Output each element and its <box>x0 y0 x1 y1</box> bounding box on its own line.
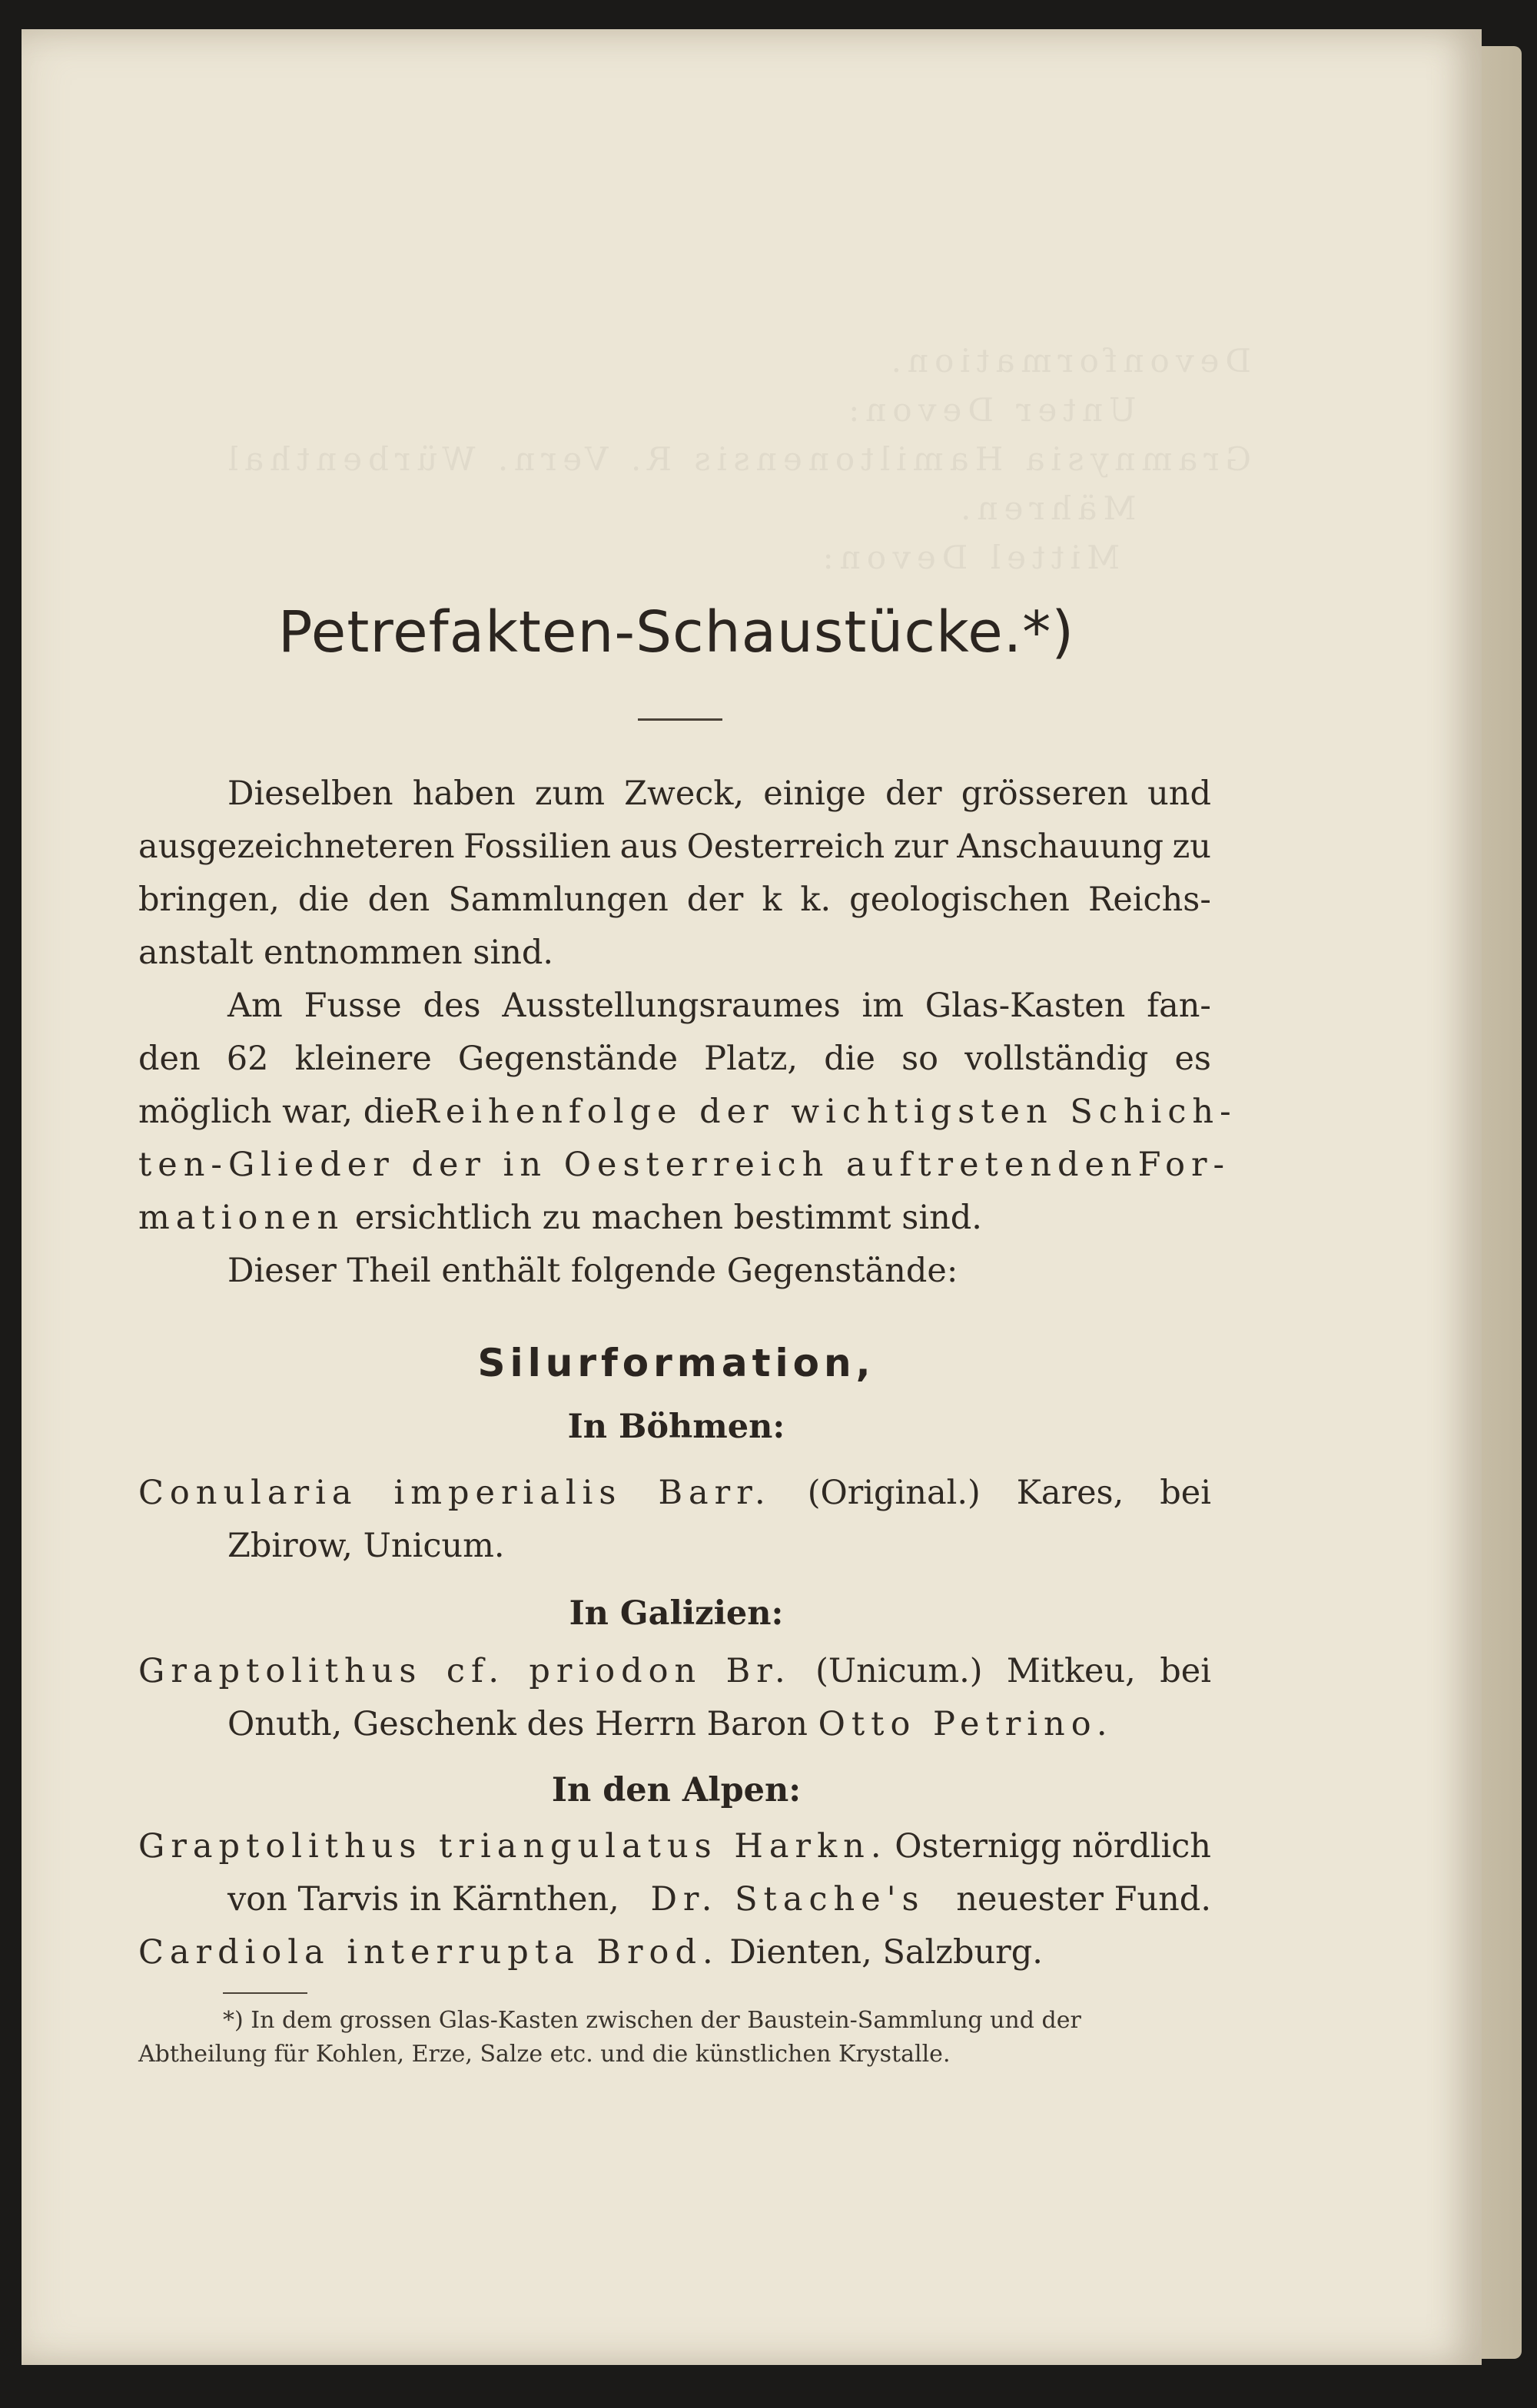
page-title: Petrefakten-Schaustücke.*) <box>277 599 1075 665</box>
entry2-line2: Onuth, Geschenk des Herrn Baron Otto Petrino. <box>227 1705 1114 1743</box>
footnote-line1: *) In dem grossen Glas-Kasten zwischen der Baustein-Sammlung und der <box>223 2007 1081 2034</box>
entry3-line3: Cardiola interrupta Brod. Dienten, Salzburg. <box>138 1933 1043 1972</box>
entry3-line1: Graptolithus triangulatus Harkn. Osternigg nördlich <box>138 1827 1211 1866</box>
section-heading: Silurformation, <box>477 1341 875 1385</box>
entry1-line1: Conularia imperialis Barr. (Original.) Kares, bei <box>138 1474 1211 1512</box>
subheading-alpen: In den Alpen: <box>551 1771 802 1809</box>
title-rule <box>638 718 722 721</box>
para2-line4: ten-Glieder der in Oesterreich auftretenden For- <box>138 1146 1231 1184</box>
para1-line2: ausgezeichneteren Fossilien aus Oesterreich zur Anschauung zu <box>138 828 1211 866</box>
footnote-rule <box>223 1992 307 1994</box>
para2-line2: den 62 kleinere Gegenstände Platz, die so vollständig es <box>138 1040 1211 1078</box>
entry2-line1: Graptolithus cf. priodon Br. (Unicum.) Mitkeu, bei <box>138 1652 1211 1690</box>
subheading-boehmen: In Böhmen: <box>567 1408 785 1446</box>
bleed-through-text: Devonformation. Unter Devon: Gramnysia Hamiltonensis R. Vern. Würbenthal Mähren. Mittel Devon: <box>221 342 1251 576</box>
para1-line4: anstalt entnommen sind. <box>138 934 554 972</box>
para2-line1: Am Fusse des Ausstellungsraumes im Glas-Kasten fan- <box>227 987 1211 1025</box>
subheading-galizien: In Galizien: <box>569 1594 784 1633</box>
para1-line3: bringen, die den Sammlungen der k k. geologischen Reichs- <box>138 881 1211 919</box>
para2-line3: möglich war, die Reihenfolge der wichtigsten Schich- <box>138 1093 1237 1131</box>
para2-line5: mationen ersichtlich zu machen bestimmt sind. <box>138 1199 982 1237</box>
entry1-line2: Zbirow, Unicum. <box>227 1527 505 1565</box>
para1-line1: Dieselben haben zum Zweck, einige der grösseren und <box>227 774 1211 813</box>
entry3-line2: von Tarvis in Kärnthen, Dr. Stache's neuester Fund. <box>227 1880 1211 1919</box>
footnote-line2: Abtheilung für Kohlen, Erze, Salze etc. und die künstlichen Krystalle. <box>138 2041 951 2068</box>
para3: Dieser Theil enthält folgende Gegenstände: <box>227 1252 958 1290</box>
